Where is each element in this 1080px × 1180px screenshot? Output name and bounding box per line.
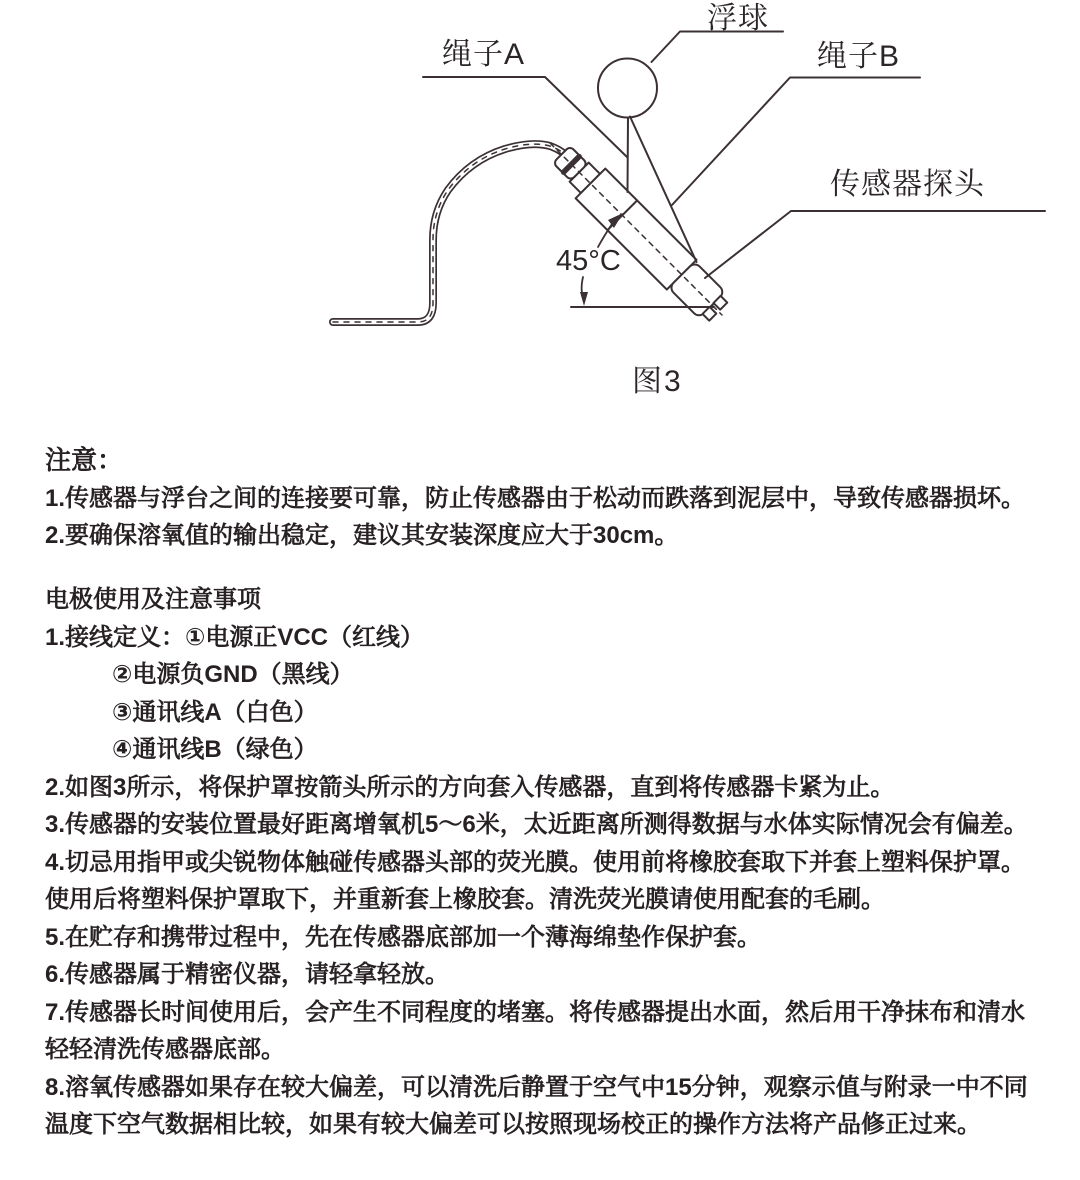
figure-caption: 图3 — [632, 365, 683, 398]
label-float-ball: 浮球 — [707, 2, 769, 35]
label-rope-b: 绳子B — [817, 40, 901, 73]
wiring-comm-a-line: ③通讯线A（白色） — [112, 698, 318, 726]
note-item: 3.传感器的安装位置最好距离增氧机5～6米，太近距离所测得数据与水体实际情况会有偏差。 — [45, 811, 1028, 838]
notice-heading: 注意： — [45, 445, 124, 475]
figure-line-art — [0, 0, 1080, 425]
rope-a-line — [628, 118, 629, 193]
wiring-comm-b-line: ④通讯线B（绿色） — [112, 736, 318, 763]
electrode-usage-section — [45, 581, 1040, 1144]
probe-leader — [705, 211, 1045, 278]
angle-arrow-lower — [580, 292, 588, 306]
note-item-continuation: 温度下空气数据相比较，如果有较大偏差可以按照现场校正的操作方法将产品修正过来。 — [45, 1111, 981, 1138]
note-item-continuation: 轻轻清洗传感器底部。 — [45, 1036, 285, 1063]
note-item: 4.切忌用指甲或尖锐物体触碰传感器头部的荧光膜。使用前将橡胶套取下并套上塑料保护罩。 — [45, 848, 1026, 876]
wiring-definition-line: 1.接线定义：①电源正VCC（红线） — [45, 623, 425, 651]
electrode-heading: 电极使用及注意事项 — [45, 586, 261, 613]
note-item: 2.如图3所示，将保护罩按箭头所示的方向套入传感器，直到将传感器卡紧为止。 — [45, 773, 895, 801]
label-probe: 传感器探头 — [830, 168, 985, 201]
note-item: 8.溶氧传感器如果存在较大偏差，可以清洗后静置于空气中15分钟，观察示值与附录一中不同 — [45, 1073, 1028, 1101]
notice-section — [45, 442, 1040, 555]
note-item: 6.传感器属于精密仪器，请轻拿轻放。 — [45, 961, 450, 988]
label-angle: 45°C — [556, 245, 621, 277]
sensor-installation-figure — [0, 0, 1080, 425]
float-ball-leader — [652, 32, 784, 63]
note-item: 7.传感器长时间使用后，会产生不同程度的堵塞。将传感器提出水面，然后用干净抹布和清水 — [45, 998, 1026, 1026]
sensor-cable — [333, 144, 571, 322]
notice-item: 1.传感器与浮台之间的连接要可靠，防止传感器由于松动而跌落到泥层中，导致传感器损坏。 — [45, 484, 1026, 512]
label-rope-a: 绳子A — [442, 38, 526, 71]
float-ball — [598, 59, 657, 118]
wiring-gnd-line: ②电源负GND（黑线） — [112, 661, 354, 688]
notice-item: 2.要确保溶氧值的输出稳定，建议其安装深度应大于30cm。 — [45, 522, 679, 549]
sensor-probe-body — [535, 128, 737, 330]
note-item: 5.在贮存和携带过程中，先在传感器底部加一个薄海绵垫作保护套。 — [45, 923, 762, 951]
note-item-continuation: 使用后将塑料保护罩取下，并重新套上橡胶套。清洗荧光膜请使用配套的毛刷。 — [45, 886, 885, 913]
